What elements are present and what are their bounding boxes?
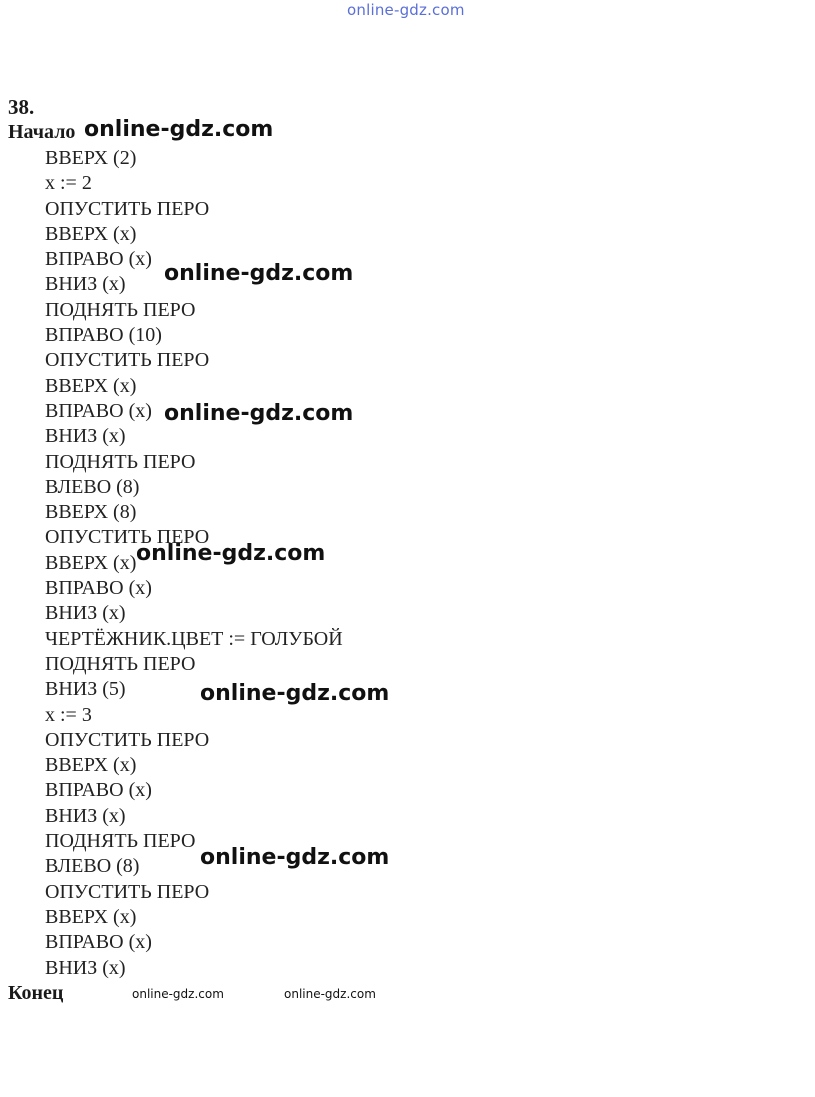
program-line: ОПУСТИТЬ ПЕРО: [45, 197, 210, 220]
task-number: 38.: [8, 95, 35, 119]
program-line: ВНИЗ (x): [45, 602, 126, 625]
watermark: online-gdz.com: [164, 261, 354, 286]
program-line: ВВЕРХ (x): [45, 905, 137, 928]
watermark: online-gdz.com: [136, 541, 326, 566]
watermark: online-gdz.com: [132, 987, 224, 1001]
program-line: ПОДНЯТЬ ПЕРО: [45, 450, 196, 473]
program-begin: Начало: [8, 121, 76, 143]
program-line: ОПУСТИТЬ ПЕРО: [45, 728, 210, 751]
program-line: ВПРАВО (x): [45, 779, 152, 802]
program-line: ПОДНЯТЬ ПЕРО: [45, 298, 196, 321]
program-line: ПОДНЯТЬ ПЕРО: [45, 830, 196, 853]
program-line: ВЛЕВО (8): [45, 855, 140, 878]
program-line: ВВЕРХ (x): [45, 222, 137, 245]
program-line: ВВЕРХ (x): [45, 374, 137, 397]
program-line: ВВЕРХ (2): [45, 147, 137, 169]
program-line: ОПУСТИТЬ ПЕРО: [45, 349, 210, 372]
watermark: online-gdz.com: [164, 401, 354, 426]
program-line: ВНИЗ (x): [45, 425, 126, 448]
program-line: ВПРАВО (x): [45, 577, 152, 600]
program-line: ОПУСТИТЬ ПЕРО: [45, 526, 210, 549]
watermark: online-gdz.com: [284, 987, 376, 1001]
program-line: x := 3: [45, 703, 92, 726]
program-line: ВНИЗ (x): [45, 804, 126, 827]
program-line: ВЛЕВО (8): [45, 475, 140, 498]
watermark: online-gdz.com: [200, 681, 390, 706]
program-line: ВВЕРХ (x): [45, 754, 137, 777]
program-line: ВНИЗ (5): [45, 678, 126, 701]
program-line: ПОДНЯТЬ ПЕРО: [45, 652, 196, 675]
watermark: online-gdz.com: [84, 117, 274, 142]
program-end: Конец: [8, 982, 64, 1004]
program-line: ВНИЗ (x): [45, 273, 126, 296]
program-line: ВПРАВО (x): [45, 399, 152, 422]
program-line: ВПРАВО (10): [45, 324, 162, 347]
program-line: ВВЕРХ (x): [45, 551, 137, 574]
program-line: ОПУСТИТЬ ПЕРО: [45, 880, 210, 903]
program-line: x := 2: [45, 172, 92, 195]
program-line: ВНИЗ (x): [45, 956, 126, 979]
site-header-link[interactable]: online-gdz.com: [347, 1, 465, 19]
program-line: ВПРАВО (x): [45, 931, 152, 954]
watermark: online-gdz.com: [200, 845, 390, 870]
program-line: ВВЕРХ (8): [45, 501, 137, 524]
program-line: ЧЕРТЁЖНИК.ЦВЕТ := ГОЛУБОЙ: [45, 627, 343, 650]
program-line: ВПРАВО (x): [45, 248, 152, 271]
